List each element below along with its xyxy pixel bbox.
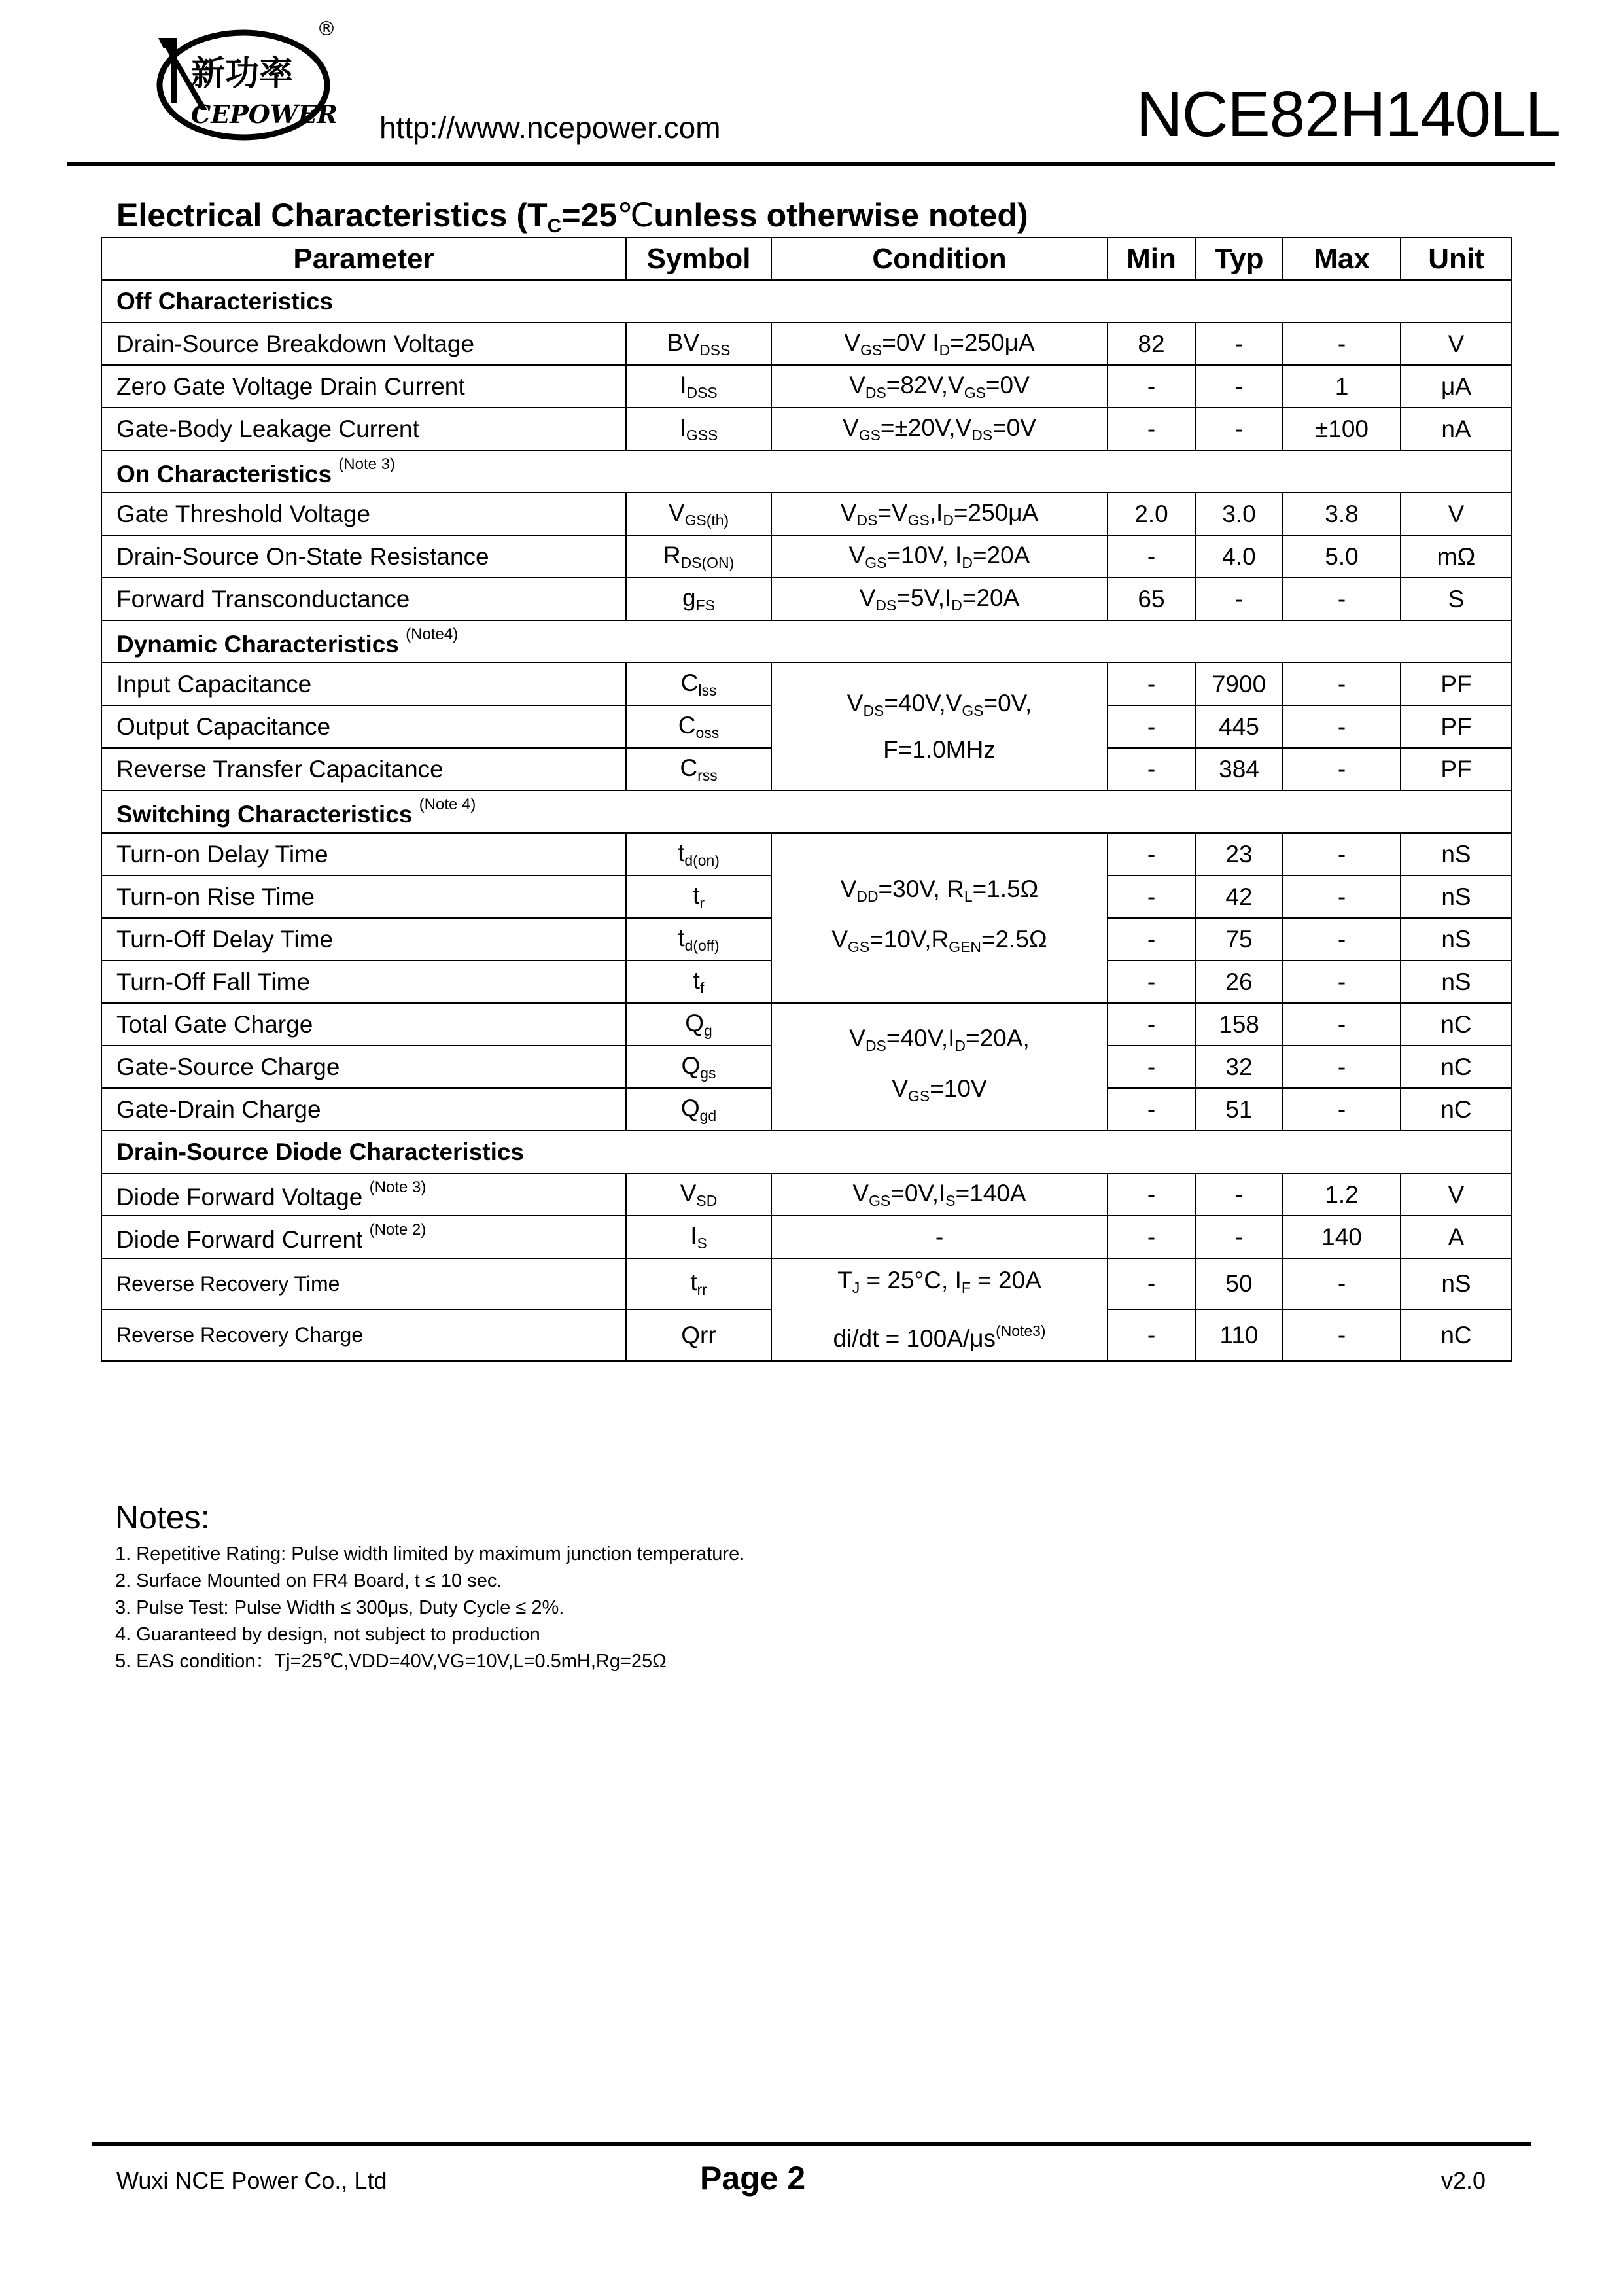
symbol-cell: $I_{DSS}$ [626,365,771,408]
col-header-max: Max [1283,238,1401,280]
unit-cell: PF [1401,705,1512,748]
typ-cell: 50 [1195,1258,1283,1309]
condition-cell: $V_{GS}=10V$, $I_D=20A$ [771,535,1108,578]
min-cell: - [1108,535,1195,578]
max-cell: ±100 [1283,408,1401,450]
max-cell: - [1283,1003,1401,1046]
typ-cell: 110 [1195,1309,1283,1360]
symbol-cell: $C_{rss}$ [626,748,771,790]
col-header-condition: Condition [771,238,1108,280]
min-cell: - [1108,1088,1195,1131]
typ-cell: 42 [1195,875,1283,918]
symbol-cell: $V_{SD}$ [626,1173,771,1216]
table-row [101,833,1512,875]
min-cell: - [1108,833,1195,875]
condition-cell: $V_{GS}=0V,I_S=140A$ [771,1173,1108,1216]
condition-cell: $V_{GS}=\pm 20V,V_{DS}=0V$ [771,408,1108,450]
capacitance-condition: $V_{DS}=40V,V_{GS}=0V$, F=1.0MHz [771,663,1108,790]
max-cell: 1 [1283,365,1401,408]
parameter-cell: Reverse Recovery Charge [101,1309,626,1360]
min-cell: - [1108,875,1195,918]
table-row [101,1216,1512,1258]
min-cell: - [1108,705,1195,748]
parameter-cell: Turn-Off Fall Time [101,961,626,1003]
section-title: Electrical Characteristics ($T_C=25℃unless$ otherwise noted) [116,197,1028,237]
parameter-cell: Drain-Source Breakdown Voltage [101,323,626,365]
table-row [101,663,1512,705]
typ-cell: - [1195,365,1283,408]
condition-cell: $V_{DS}=82V,V_{GS}=0V$ [771,365,1108,408]
condition-cell: $V_{GS}=10V$ [892,1074,987,1104]
min-cell: 65 [1108,578,1195,620]
table-row [101,493,1512,535]
table-row [101,535,1512,578]
condition-cell: $V_{DS}=5V,I_D=20A$ [771,578,1108,620]
parameter-cell: Reverse Transfer Capacitance [101,748,626,790]
min-cell: - [1108,748,1195,790]
typ-cell: - [1195,578,1283,620]
parameter-cell: Input Capacitance [101,663,626,705]
symbol-cell: $R_{DS(ON)}$ [626,535,771,578]
max-cell: - [1283,1258,1401,1309]
min-cell: - [1108,1309,1195,1360]
unit-cell: nC [1401,1046,1512,1088]
symbol-cell: $V_{GS(th)}$ [626,493,771,535]
min-cell: - [1108,1216,1195,1258]
parameter-cell: Drain-Source On-State Resistance [101,535,626,578]
footer-page-number: Page 2 [700,2160,806,2197]
typ-cell: - [1195,323,1283,365]
unit-cell: V [1401,1173,1512,1216]
condition-cell: $V_{DD}=30V$, $R_L=1.5\Omega$ [840,875,1039,905]
unit-cell: nC [1401,1088,1512,1131]
condition-cell: - [771,1216,1108,1258]
parameter-cell: Turn-Off Delay Time [101,918,626,961]
table-row [101,365,1512,408]
note-item: 2. Surface Mounted on FR4 Board, t ≤ 10 sec. [115,1570,502,1591]
symbol-cell: $Q_g$ [626,1003,771,1046]
section-row-switching: Switching Characteristics $^{(Note 4)}$ [101,790,1512,833]
table-row [101,1173,1512,1216]
unit-cell: nS [1401,961,1512,1003]
footer-company: Wuxi NCE Power Co., Ltd [116,2167,387,2194]
min-cell: - [1108,408,1195,450]
condition-cell: $T_J = 25^\circ C$, $I_F = 20A$ [837,1267,1041,1296]
unit-cell: V [1401,493,1512,535]
min-cell: - [1108,1173,1195,1216]
symbol-cell: $t_{rr}$ [626,1258,771,1309]
max-cell: - [1283,918,1401,961]
unit-cell: S [1401,578,1512,620]
parameter-cell: Reverse Recovery Time [101,1258,626,1309]
unit-cell: nC [1401,1309,1512,1360]
symbol-cell: $t_f$ [626,961,771,1003]
note-item: 3. Pulse Test: Pulse Width ≤ 300μs, Duty Cycle ≤ 2%. [115,1597,565,1618]
max-cell: 5.0 [1283,535,1401,578]
min-cell: - [1108,663,1195,705]
min-cell: - [1108,918,1195,961]
unit-cell: nC [1401,1003,1512,1046]
unit-cell: mΩ [1401,535,1512,578]
max-cell: 140 [1283,1216,1401,1258]
section-row-off: Off Characteristics [101,280,1512,323]
col-header-unit: Unit [1401,238,1512,280]
max-cell: - [1283,663,1401,705]
registered-mark: ® [317,18,336,41]
symbol-cell: $t_{d(off)}$ [626,918,771,961]
max-cell: 3.8 [1283,493,1401,535]
symbol-cell: $t_r$ [626,875,771,918]
parameter-cell: Diode Forward Voltage $^{(Note 3)}$ [101,1173,626,1216]
min-cell: 82 [1108,323,1195,365]
unit-cell: PF [1401,663,1512,705]
parameter-cell: Output Capacitance [101,705,626,748]
parameter-cell: Total Gate Charge [101,1003,626,1046]
header-rule [67,162,1555,166]
col-header-symbol: Symbol [626,238,771,280]
unit-cell: nS [1401,918,1512,961]
unit-cell: nS [1401,875,1512,918]
min-cell: - [1108,961,1195,1003]
symbol-cell: $C_{oss}$ [626,705,771,748]
symbol-cell: $I_{GSS}$ [626,408,771,450]
max-cell: - [1283,961,1401,1003]
notes-list [115,1541,744,1675]
symbol-cell: $g_{FS}$ [626,578,771,620]
company-logo [145,12,341,149]
unit-cell: nA [1401,408,1512,450]
parameter-cell: Turn-on Delay Time [101,833,626,875]
note-item: 1. Repetitive Rating: Pulse width limited by maximum junction temperature. [115,1544,745,1564]
symbol-cell: $C_{lss}$ [626,663,771,705]
footer-version: v2.0 [1440,2167,1486,2194]
typ-cell: 3.0 [1195,493,1283,535]
condition-cell: $V_{GS}=10V,R_{GEN}=2.5\Omega$ [831,926,1047,955]
parameter-cell: Gate-Source Charge [101,1046,626,1088]
symbol-cell: $I_S$ [626,1216,771,1258]
typ-cell: 7900 [1195,663,1283,705]
max-cell: - [1283,1088,1401,1131]
unit-cell: nS [1401,833,1512,875]
min-cell: - [1108,1046,1195,1088]
min-cell: 2.0 [1108,493,1195,535]
max-cell: - [1283,875,1401,918]
typ-cell: 75 [1195,918,1283,961]
table-row [101,578,1512,620]
max-cell: - [1283,705,1401,748]
symbol-cell: $BV_{DSS}$ [626,323,771,365]
table-row [101,1003,1512,1046]
typ-cell: 26 [1195,961,1283,1003]
max-cell: - [1283,323,1401,365]
parameter-cell: Forward Transconductance [101,578,626,620]
parameter-cell: Gate-Drain Charge [101,1088,626,1131]
parameter-cell: Gate Threshold Voltage [101,493,626,535]
typ-cell: - [1195,408,1283,450]
part-number: NCE82H140LL [1136,78,1560,150]
unit-cell: PF [1401,748,1512,790]
symbol-cell: Qrr [626,1309,771,1360]
condition-cell: $V_{DS}=40V,V_{GS}=0V$, [846,690,1032,719]
max-cell: 1.2 [1283,1173,1401,1216]
note-item: 4. Guaranteed by design, not subject to production [115,1624,540,1645]
symbol-cell: $t_{d(on)}$ [626,833,771,875]
unit-cell: nS [1401,1258,1512,1309]
min-cell: - [1108,365,1195,408]
table-row [101,323,1512,365]
typ-cell: 158 [1195,1003,1283,1046]
typ-cell: 23 [1195,833,1283,875]
min-cell: - [1108,1258,1195,1309]
unit-cell: μA [1401,365,1512,408]
typ-cell: 4.0 [1195,535,1283,578]
notes-heading: Notes: [115,1499,210,1536]
section-row-diode: Drain-Source Diode Characteristics [101,1131,1512,1173]
typ-cell: - [1195,1173,1283,1216]
table-header-row [101,238,1512,280]
logo-cn-text: 新功率 [191,54,294,94]
max-cell: - [1283,1309,1401,1360]
condition-cell: $V_{GS}=0V$ $I_D=250\mu A$ [771,323,1108,365]
parameter-cell: Diode Forward Current $^{(Note 2)}$ [101,1216,626,1258]
symbol-cell: $Q_{gd}$ [626,1088,771,1131]
min-cell: - [1108,1003,1195,1046]
condition-cell: $V_{DS}=V_{GS},I_D=250\mu A$ [771,493,1108,535]
website-url[interactable]: http://www.ncepower.com [379,111,721,145]
switching-condition [771,833,1108,1003]
unit-cell: V [1401,323,1512,365]
typ-cell: 32 [1195,1046,1283,1088]
footer-rule [92,2142,1531,2146]
section-row-on: On Characteristics $^{(Note 3)}$ [101,450,1512,493]
gate-charge-condition [771,1003,1108,1131]
max-cell: - [1283,1046,1401,1088]
typ-cell: 384 [1195,748,1283,790]
condition-cell: $V_{DS}=40V,I_D=20A$, [849,1024,1030,1054]
parameter-cell: Turn-on Rise Time [101,875,626,918]
electrical-characteristics-table [101,237,1512,1362]
symbol-cell: $Q_{gs}$ [626,1046,771,1088]
col-header-typ: Typ [1195,238,1283,280]
max-cell: - [1283,748,1401,790]
table-row [101,408,1512,450]
typ-cell: 445 [1195,705,1283,748]
col-header-min: Min [1108,238,1195,280]
max-cell: - [1283,833,1401,875]
typ-cell: 51 [1195,1088,1283,1131]
unit-cell: A [1401,1216,1512,1258]
section-row-dynamic: Dynamic Characteristics $^{(Note4)}$ [101,620,1512,663]
note-item: 5. EAS condition：Tj=25℃,VDD=40V,VG=10V,L=0.5mH,Rg=25Ω [115,1651,667,1672]
parameter-cell: Gate-Body Leakage Current [101,408,626,450]
col-header-parameter: Parameter [101,238,626,280]
max-cell: - [1283,578,1401,620]
logo-en-text: CEPOWER [191,99,338,129]
typ-cell: - [1195,1216,1283,1258]
parameter-cell: Zero Gate Voltage Drain Current [101,365,626,408]
table-row [101,1258,1512,1309]
reverse-recovery-condition: $T_J = 25^\circ C$, $I_F = 20A$ $di/dt = 100A/\mu s^{(Note3)}$ [771,1258,1108,1361]
